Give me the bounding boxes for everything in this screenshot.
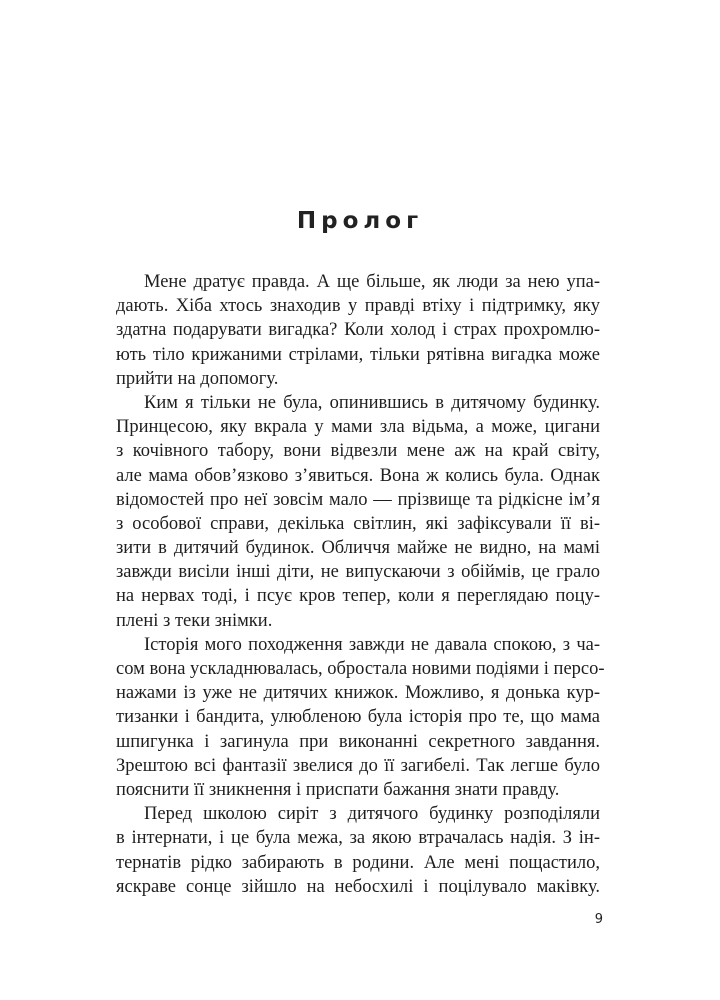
text-line: з особової справи, декілька світлин, які зафіксували її ві-	[116, 513, 600, 534]
text-line: Принцесою, яку вкрала у мами зла відьма, а може, цигани	[116, 417, 600, 438]
text-line: тернатів рідко забирають в родини. Але мені пощастило,	[116, 852, 600, 873]
text-line: пояснити її зникнення і приспати бажання знати правду.	[116, 779, 560, 800]
text-line: прийти на допомогу.	[116, 368, 279, 389]
text-line: зити в дитячий будинок. Обличчя майже не видно, на мамі	[116, 538, 600, 559]
text-line: дають. Хіба хтось знаходив у правді втіху і підтримку, яку	[116, 296, 600, 317]
text-line: Перед школою сиріт з дитячого будинку розподіляли	[144, 804, 600, 825]
text-line: яскраве сонце зійшло на небосхилі і поцілувало маківку.	[116, 876, 600, 897]
chapter-title: Пролог	[296, 208, 424, 234]
text-line: здатна подарувати вигадка? Коли холод і страх прохромлю-	[116, 320, 600, 341]
page-number: 9	[594, 912, 603, 927]
text-line: в інтернати, і це була межа, за якою втрачалась надія. З ін-	[116, 828, 600, 849]
text-line: але мама обов’язково з’явиться. Вона ж колись була. Однак	[116, 465, 600, 486]
text-line: Зрештою всі фантазії звелися до її загибелі. Так легше було	[116, 755, 600, 776]
text-line: нажами із уже не дитячих книжок. Можливо, я донька кур-	[116, 683, 600, 704]
text-line: шпигунка і загинула при виконанні секретного завдання.	[116, 731, 600, 752]
text-line: ють тіло крижаними стрілами, тільки рятівна вигадка може	[116, 344, 600, 365]
chapter-body	[116, 270, 605, 899]
text-line: з кочівного табору, вони відвезли мене аж на край світу,	[116, 441, 600, 462]
text-line: Історія мого походження завжди не давала спокою, з ча-	[144, 634, 600, 655]
text-line: на нервах тоді, і псує кров тепер, коли я переглядаю поцу-	[116, 586, 600, 607]
text-line: завжди висіли інші діти, не випускаючи з обіймів, це грало	[116, 562, 600, 583]
text-line: Ким я тільки не була, опинившись в дитячому будинку.	[144, 392, 600, 413]
text-line: плені з теки знімки.	[116, 610, 273, 631]
text-line: тизанки і бандита, улюбленою була історія про те, що мама	[116, 707, 600, 728]
text-line: відомостей про неї зовсім мало — прізвище та рідкісне ім’я	[116, 489, 600, 510]
text-line: сом вона ускладнювалась, обростала новими подіями і персо-	[116, 659, 605, 679]
text-line: Мене дратує правда. А ще більше, як люди за нею упа-	[144, 272, 600, 292]
